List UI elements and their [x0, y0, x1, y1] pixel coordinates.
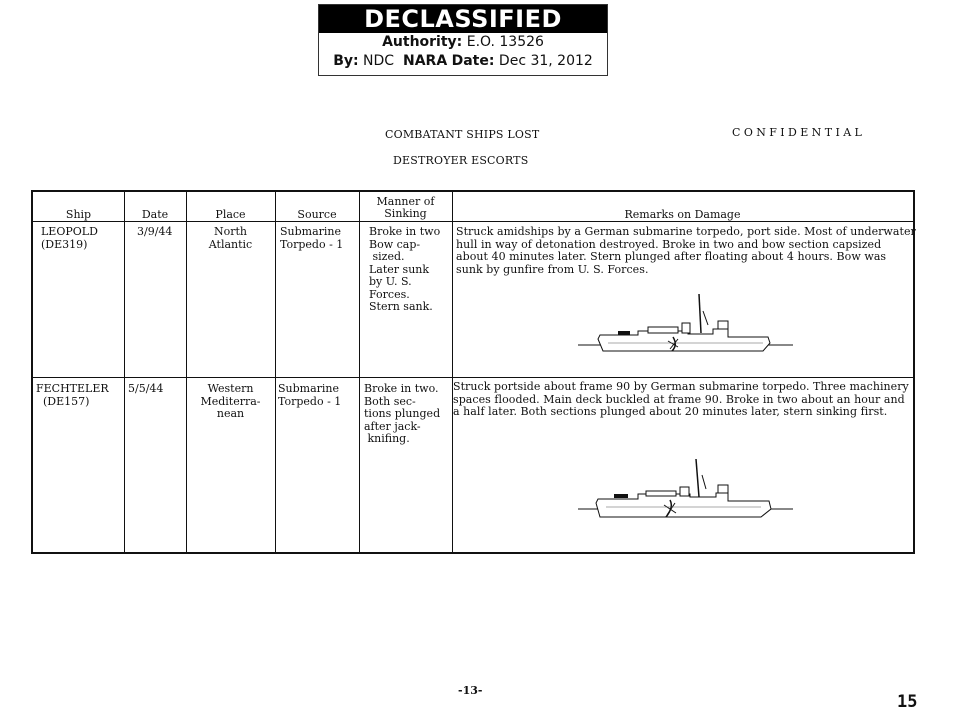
row-1-date: 3/9/44 — [137, 225, 173, 238]
row-1-ship: LEOPOLD (DE319) — [41, 225, 98, 251]
ship-silhouette-icon — [578, 457, 798, 527]
document-title: COMBATANT SHIPS LOST — [385, 128, 540, 141]
row-2-source: Submarine Torpedo - 1 — [278, 382, 342, 408]
stamp-by-line — [319, 52, 607, 71]
row-2-manner: Broke in two. Both sec- tions plunged after jack- knifing. — [364, 382, 441, 445]
page-number: -13- — [458, 684, 483, 697]
column-header-remarks: Remarks on Damage — [624, 208, 741, 221]
stamp-by-value: NDC — [363, 53, 395, 69]
column-header-source: Source — [297, 208, 337, 221]
row-divider — [33, 377, 913, 378]
stamp-agency: NARA — [402, 53, 448, 69]
sheet-number: 15 — [897, 692, 918, 712]
row-2-date: 5/5/44 — [128, 382, 164, 395]
ship-silhouette-icon — [578, 289, 798, 359]
column-divider — [124, 192, 125, 552]
stamp-by-label: By: — [333, 53, 359, 69]
stamp-authority-value: E.O. 13526 — [466, 34, 544, 50]
ships-lost-table — [31, 190, 915, 554]
header-divider — [33, 221, 913, 222]
row-1-place: North Atlantic — [208, 225, 253, 251]
row-2-place: Western Mediterra- nean — [200, 382, 261, 420]
row-2-remarks: Struck portside about frame 90 by German submarine torpedo. Three machinery spaces flooded. Main deck buckled at frame 90. Broke in two about an hour and a half later. Both sections plunged about 20 minutes later, stern sinking first. — [453, 380, 909, 418]
stamp-date-value: Dec 31, 2012 — [498, 53, 593, 69]
column-header-ship: Ship — [65, 208, 92, 221]
stamp-date-label: Date: — [451, 53, 495, 69]
declassified-stamp — [318, 4, 608, 76]
column-divider — [275, 192, 276, 552]
column-divider — [452, 192, 453, 552]
row-1-source: Submarine Torpedo - 1 — [280, 225, 344, 251]
row-1-manner: Broke in two Bow cap- sized. Later sunk by U. S. Forces. Stern sank. — [369, 225, 441, 313]
classification-label: CONFIDENTIAL — [732, 126, 866, 139]
stamp-authority-line — [319, 33, 607, 52]
column-header-date: Date — [141, 208, 169, 221]
stamp-title: DECLASSIFIED — [319, 5, 607, 33]
row-2-ship: FECHTELER (DE157) — [36, 382, 109, 408]
column-header-place: Place — [215, 208, 246, 221]
column-divider — [359, 192, 360, 552]
stamp-authority-label: Authority: — [382, 34, 463, 50]
column-header-manner: Manner of Sinking — [376, 195, 435, 220]
document-subtitle: DESTROYER ESCORTS — [393, 154, 529, 167]
row-1-remarks: Struck amidships by a German submarine torpedo, port side. Most of underwater hull in way of detonation destroyed. Broke in two and bow section capsized about 40 minutes later. Stern plunged after floating about 4 hours. Bow was sunk by gunfire from U. S. Forces. — [456, 225, 916, 276]
